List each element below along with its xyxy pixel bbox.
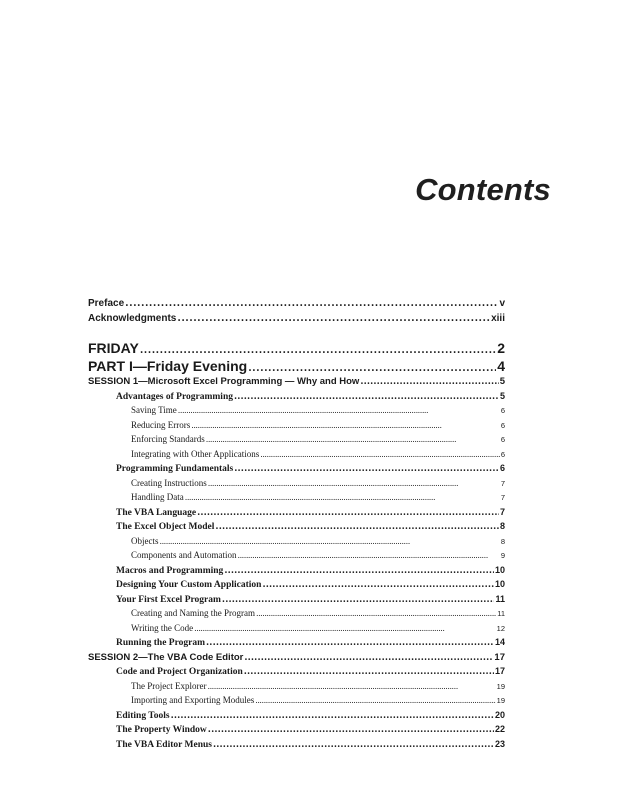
toc-entry-acknowledgments[interactable] (88, 313, 505, 328)
dot-leader (125, 298, 498, 309)
toc-entry[interactable] (88, 710, 505, 725)
dot-leader (262, 580, 494, 590)
toc-label: Macros and Programming (116, 565, 224, 576)
toc-page: 22 (494, 724, 505, 734)
dot-leader (360, 377, 498, 387)
toc-entry-day[interactable] (88, 340, 505, 358)
toc-label: Your First Excel Program (116, 594, 221, 605)
toc-label: SESSION 2—The VBA Code Editor (88, 651, 244, 663)
toc-label: Objects (131, 535, 159, 546)
toc-page: 19 (496, 696, 505, 705)
toc-page: 8 (499, 521, 505, 531)
toc-entry[interactable] (88, 521, 505, 536)
toc-label: The VBA Language (116, 507, 197, 518)
toc-entry[interactable] (88, 666, 505, 681)
dot-leader (194, 624, 496, 633)
toc-page: 5 (499, 376, 505, 387)
dot-leader (234, 392, 499, 402)
page-title: Contents (415, 172, 551, 207)
toc-label: Components and Automation (131, 550, 237, 560)
dot-leader (206, 435, 500, 444)
toc-entry[interactable] (88, 565, 505, 580)
toc-page: 10 (494, 564, 505, 575)
toc-page: 17 (494, 651, 505, 663)
toc-entry[interactable] (88, 724, 505, 739)
dot-leader (248, 363, 496, 374)
toc-page: 20 (494, 709, 505, 720)
toc-page: 9 (500, 551, 505, 560)
toc-page: 4 (497, 358, 505, 374)
dot-leader (197, 508, 499, 518)
toc-entry[interactable] (88, 739, 505, 754)
toc-entry[interactable] (88, 434, 505, 449)
dot-leader (222, 595, 495, 605)
toc-label: Reducing Errors (131, 419, 191, 430)
dot-leader (208, 725, 494, 735)
toc-page: 6 (500, 420, 505, 430)
toc-label: The Project Explorer (131, 680, 207, 691)
toc-label: Creating and Naming the Program (131, 608, 255, 618)
toc-entry[interactable] (88, 391, 505, 406)
toc-entry-part[interactable] (88, 358, 505, 376)
dot-leader (215, 522, 499, 532)
dot-leader (140, 345, 496, 356)
dot-leader (260, 450, 500, 459)
toc-page: 14 (494, 637, 505, 647)
toc-label: Enforcing Standards (131, 434, 205, 444)
toc-page: 11 (497, 609, 505, 618)
toc-label: FRIDAY (88, 340, 139, 356)
dot-leader (206, 638, 494, 648)
toc-label: Creating Instructions (131, 477, 207, 488)
toc-page: 6 (499, 463, 505, 473)
toc-page: 6 (500, 449, 505, 459)
toc-entry-session-1[interactable] (88, 376, 505, 391)
toc-label: Code and Project Organization (116, 667, 243, 677)
toc-label: Handling Data (131, 492, 184, 502)
toc-label: SESSION 1—Microsoft Excel Programming — Why and How (88, 376, 360, 387)
toc-label: Designing Your Custom Application (116, 580, 262, 590)
toc-label: Running the Program (116, 638, 206, 648)
toc-page: 7 (500, 493, 505, 502)
toc-entry[interactable] (88, 492, 505, 507)
toc-entry[interactable] (88, 420, 505, 435)
toc-page: 12 (496, 623, 505, 633)
toc-entry-session-2[interactable] (88, 652, 505, 667)
toc-entry[interactable] (88, 449, 505, 464)
toc-page: 2 (497, 340, 505, 356)
toc-entry[interactable] (88, 637, 505, 652)
dot-leader (191, 421, 500, 430)
toc-entry[interactable] (88, 579, 505, 594)
toc-label: Preface (88, 298, 125, 309)
toc-page: 19 (496, 681, 505, 691)
toc-page: 17 (494, 666, 505, 676)
toc-entry[interactable] (88, 623, 505, 638)
toc-label: PART I—Friday Evening (88, 358, 248, 374)
toc-entry[interactable] (88, 608, 505, 623)
dot-leader (238, 551, 500, 560)
toc-entry[interactable] (88, 536, 505, 551)
toc-page: 5 (499, 390, 505, 401)
toc-page: 6 (500, 406, 505, 415)
dot-leader (256, 609, 496, 618)
toc-label: Acknowledgments (88, 312, 177, 324)
dot-leader (255, 696, 495, 705)
toc-label: Saving Time (131, 405, 177, 415)
dot-leader (234, 464, 499, 474)
toc-label: Importing and Exporting Modules (131, 695, 255, 705)
toc-page: 23 (494, 738, 505, 749)
dot-leader (244, 653, 493, 663)
dot-leader (244, 667, 494, 677)
toc-page: 7 (500, 478, 505, 488)
toc-label: Writing the Code (131, 622, 194, 633)
dot-leader (208, 479, 500, 488)
dot-leader (207, 682, 495, 691)
dot-leader (178, 406, 500, 415)
toc-entry-preface[interactable] (88, 298, 505, 313)
dot-leader (160, 537, 500, 546)
toc-entry[interactable] (88, 550, 505, 565)
toc-page: xiii (491, 312, 505, 324)
toc-label: The VBA Editor Menus (116, 739, 212, 750)
toc-page: 8 (500, 536, 505, 546)
toc-label: The Property Window (116, 725, 207, 735)
dot-leader (224, 566, 494, 576)
toc-entry[interactable] (88, 507, 505, 522)
dot-leader (185, 493, 500, 502)
dot-leader (213, 740, 494, 750)
dot-leader (171, 711, 494, 721)
toc-entry[interactable] (88, 695, 505, 710)
toc-page: 6 (500, 435, 505, 444)
toc-page: 10 (494, 579, 505, 589)
toc-entry[interactable] (88, 594, 505, 609)
toc-page: 7 (499, 506, 505, 517)
toc-page: v (499, 298, 505, 309)
dot-leader (177, 313, 490, 324)
toc-entry[interactable] (88, 463, 505, 478)
toc-label: Advantages of Programming (116, 391, 233, 402)
toc-label: Programming Fundamentals (116, 464, 234, 474)
table-of-contents (88, 298, 505, 753)
toc-label: Editing Tools (116, 710, 170, 721)
toc-entry[interactable] (88, 405, 505, 420)
toc-label: Integrating with Other Applications (131, 448, 260, 459)
toc-label: The Excel Object Model (116, 522, 215, 532)
toc-entry[interactable] (88, 681, 505, 696)
toc-page: 11 (495, 593, 505, 604)
toc-entry[interactable] (88, 478, 505, 493)
